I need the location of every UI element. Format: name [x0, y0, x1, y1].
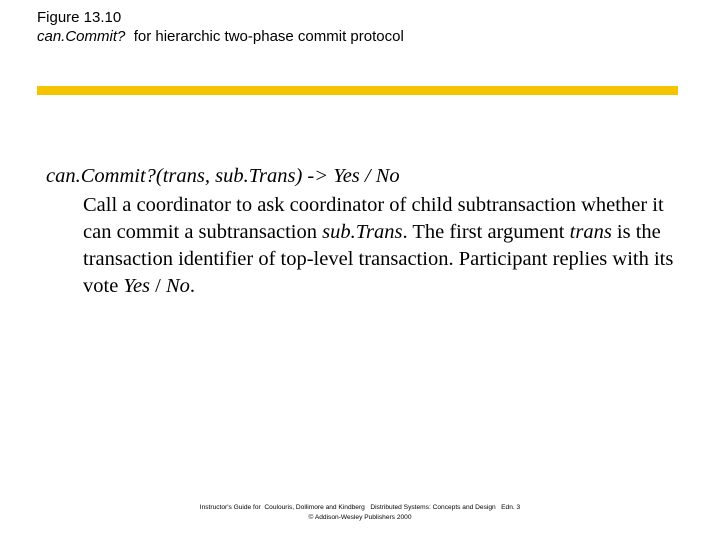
header-divider — [37, 86, 678, 95]
footer-citation: Instructor's Guide for Coulouris, Dollimore and Kindberg Distributed Systems: Concepts and Design Edn. 3 — [199, 504, 521, 511]
desc-part-4: . — [189, 275, 196, 297]
desc-trans: trans — [569, 221, 612, 243]
desc-slash: / — [150, 275, 166, 297]
desc-no: No — [165, 275, 190, 297]
caption-text: for hierarchic two-phase commit protocol — [125, 28, 404, 45]
figure-caption — [37, 27, 404, 46]
desc-part-1: Call a coordinator to ask coordinator of child subtransaction whether it can commit a subtransaction — [83, 194, 664, 243]
slide-footer — [0, 503, 720, 523]
figure-number: Figure 13.10 — [37, 9, 122, 26]
figure-header — [37, 8, 404, 46]
desc-yes: Yes — [123, 275, 151, 297]
operation-signature: can.Commit?(trans, sub.Trans) -> Yes / No — [46, 165, 400, 187]
desc-part-3: is the transaction identifier of top-level transaction. Participant replies with its vote — [83, 221, 674, 297]
footer-copyright: © Addison-Wesley Publishers 2000 — [308, 514, 412, 521]
operation-description — [83, 192, 686, 300]
desc-subtrans: sub.Trans — [322, 221, 403, 243]
operation-definition — [46, 163, 686, 300]
caption-operation: can.Commit? — [37, 28, 126, 45]
desc-part-2: . The first argument — [402, 221, 570, 243]
